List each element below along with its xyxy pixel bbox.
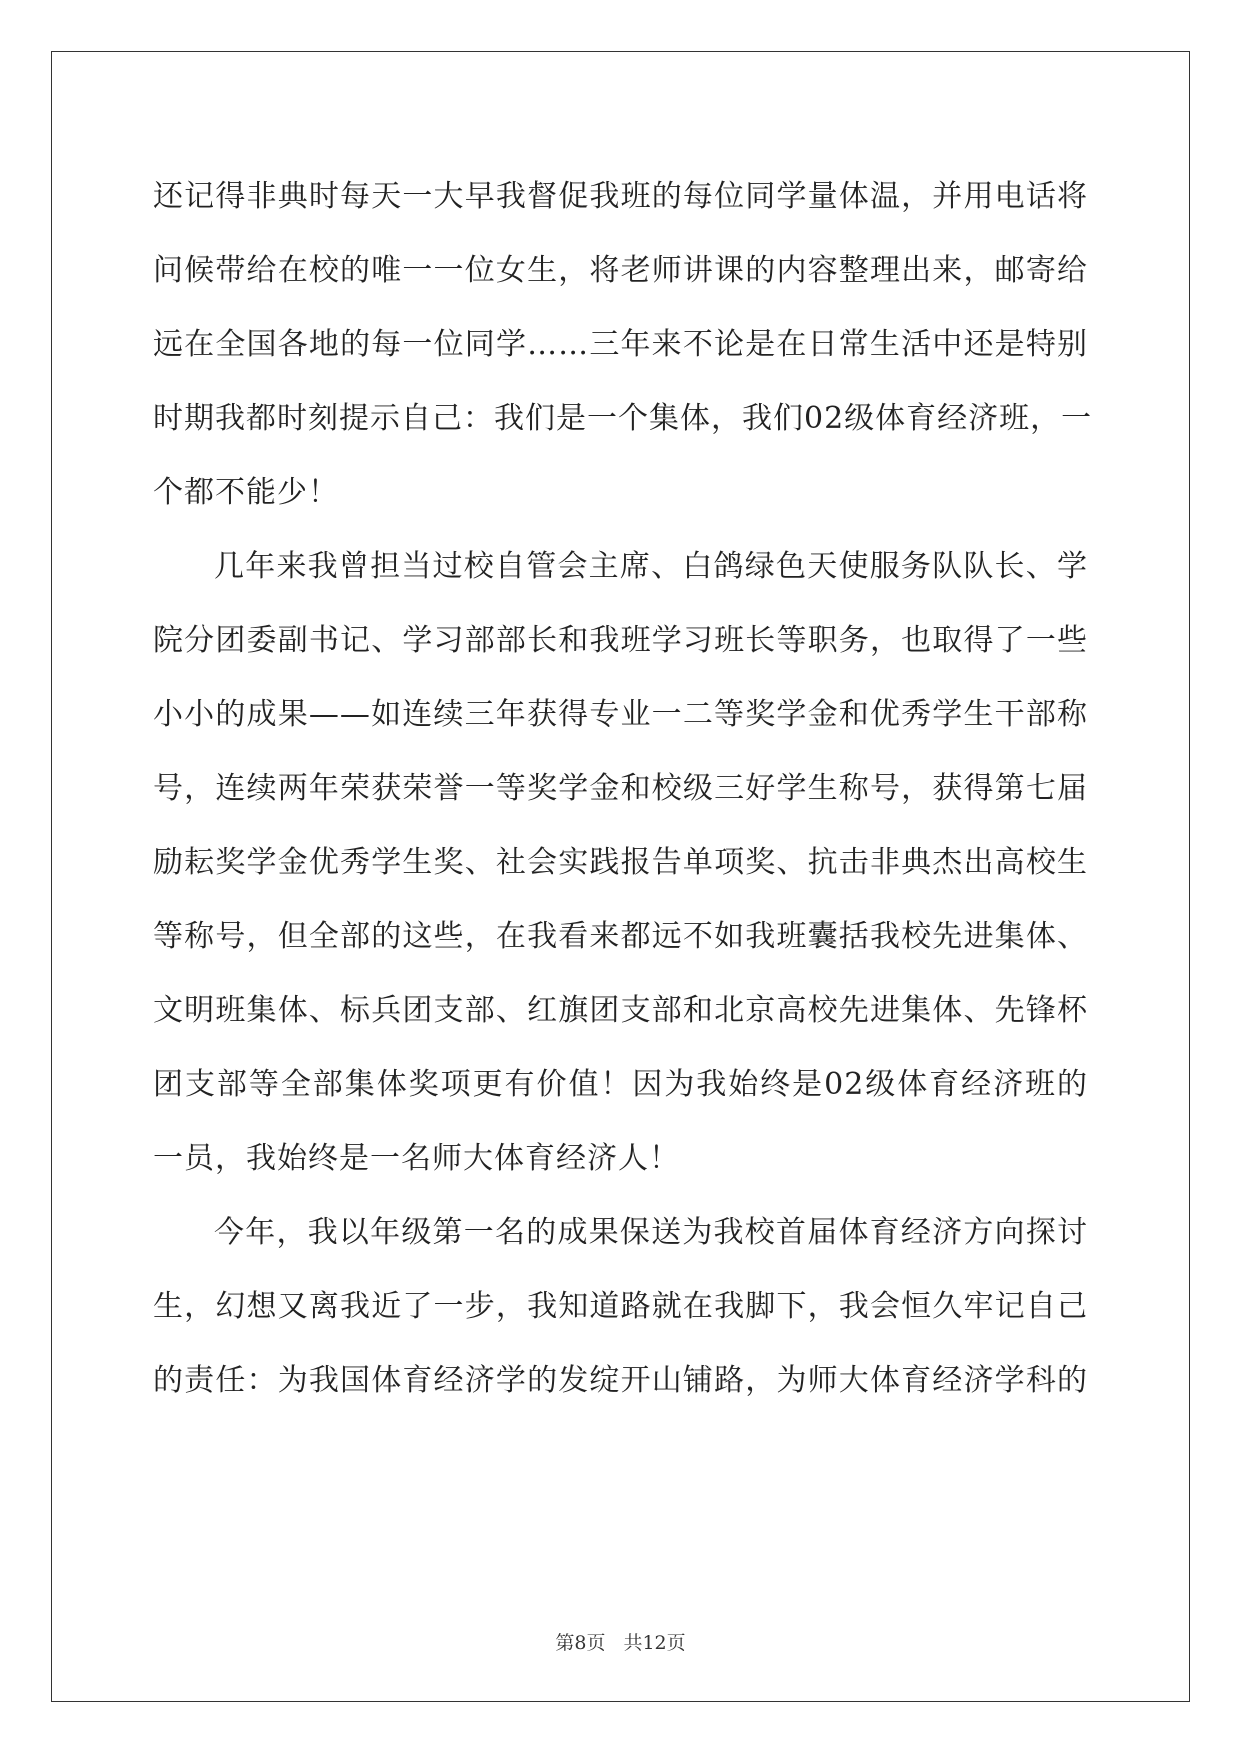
page-footer <box>0 1628 1241 1655</box>
total-page-count: 共12页 <box>623 1632 686 1654</box>
text-line: 团支部等全部集体奖项更有价值！因为我始终是02级体育经济班的 <box>153 1067 1088 1102</box>
text-line: 个都不能少！ <box>153 475 339 510</box>
current-page-number: 第8页 <box>555 1632 606 1654</box>
text-line: 一员，我始终是一名师大体育经济人！ <box>153 1141 680 1176</box>
text-line: 远在全国各地的每一位同学……三年来不论是在日常生活中还是特别 <box>153 327 1088 362</box>
document-body <box>153 160 1093 1418</box>
text-line: 小小的成果——如连续三年获得专业一二等奖学金和优秀学生干部称 <box>153 697 1088 732</box>
text-line: 等称号，但全部的这些，在我看来都远不如我班囊括我校先进集体、 <box>153 919 1088 954</box>
text-line: 文明班集体、标兵团支部、红旗团支部和北京高校先进集体、先锋杯 <box>153 993 1088 1028</box>
text-line: 今年，我以年级第一名的成果保送为我校首届体育经济方向探讨 <box>214 1215 1088 1250</box>
text-line: 励耘奖学金优秀学生奖、社会实践报告单项奖、抗击非典杰出高校生 <box>153 845 1088 880</box>
text-line: 号，连续两年荣获荣誉一等奖学金和校级三好学生称号，获得第七届 <box>153 771 1088 806</box>
text-line: 生，幻想又离我近了一步，我知道路就在我脚下，我会恒久牢记自己 <box>153 1289 1088 1324</box>
text-line: 几年来我曾担当过校自管会主席、白鸽绿色天使服务队队长、学 <box>214 549 1088 584</box>
text-line: 时期我都时刻提示自己：我们是一个集体，我们02级体育经济班，一 <box>153 401 1093 436</box>
text-line: 的责任：为我国体育经济学的发绽开山铺路，为师大体育经济学科的 <box>153 1363 1088 1398</box>
text-line: 还记得非典时每天一大早我督促我班的每位同学量体温，并用电话将 <box>153 179 1088 214</box>
text-line: 院分团委副书记、学习部部长和我班学习班长等职务，也取得了一些 <box>153 623 1088 658</box>
text-line: 问候带给在校的唯一一位女生，将老师讲课的内容整理出来，邮寄给 <box>153 253 1088 288</box>
